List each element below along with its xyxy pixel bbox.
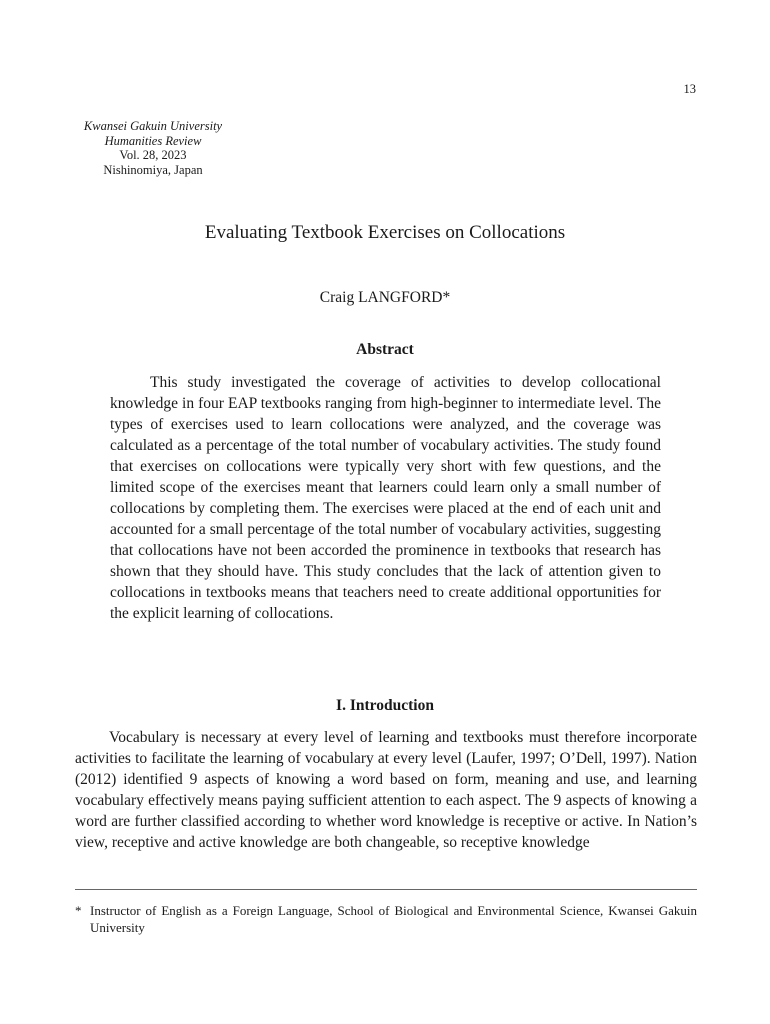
journal-name: Kwansei Gakuin University: [83, 119, 223, 133]
footnote-divider: [75, 889, 697, 890]
footnote: [75, 902, 697, 936]
paper-title: Evaluating Textbook Exercises on Collocations: [204, 222, 566, 243]
journal-series: Humanities Review: [104, 133, 202, 148]
introduction-text: Vocabulary is necessary at every level of learning and textbooks must therefore incorporate activities to facilitate the learning of vocabulary at every level (Laufer, 1997; O’Dell, 1997). Nation (2012) identified 9 aspects of knowing a word based on form, meaning and use, and learning vocabulary effectively means paying sufficient attention to each aspect. The 9 aspects of knowing a word are further classified according to whether word knowledge is receptive or active. In Nation’s view, receptive and active knowledge are both changeable, so receptive knowledge: [75, 729, 697, 851]
footnote-text: Instructor of English as a Foreign Language, School of Biological and Environmental Science, Kwansei Gakuin University: [90, 903, 697, 935]
introduction-heading: I. Introduction: [336, 697, 434, 714]
author-name: Craig LANGFORD*: [319, 289, 451, 306]
abstract-heading: Abstract: [356, 341, 414, 358]
journal-location: Nishinomiya, Japan: [103, 162, 203, 177]
abstract-text: This study investigated the coverage of activities to develop collocational knowledge in four EAP textbooks ranging from high-beginner to intermediate level. The types of exercises used to learn collocations were analyzed, and the coverage was calculated as a percentage of the total number of vocabulary activities. The study found that exercises on collocations were typically very short with few questions, and the limited scope of the exercises meant that learners could learn only a small number of collocations by completing them. The exercises were placed at the end of each unit and accounted for a small percentage of the total number of vocabulary activities, suggesting that collocations have not been accorded the prominence in textbooks that research has shown that they should have. This study concludes that the lack of attention given to collocations in textbooks means that teachers need to create additional opportunities for the explicit learning of collocations.: [110, 374, 661, 622]
journal-volume: Vol. 28, 2023: [119, 148, 187, 162]
journal-info: [74, 119, 232, 177]
page-number: 13: [683, 82, 696, 96]
footnote-mark: *: [75, 903, 82, 918]
